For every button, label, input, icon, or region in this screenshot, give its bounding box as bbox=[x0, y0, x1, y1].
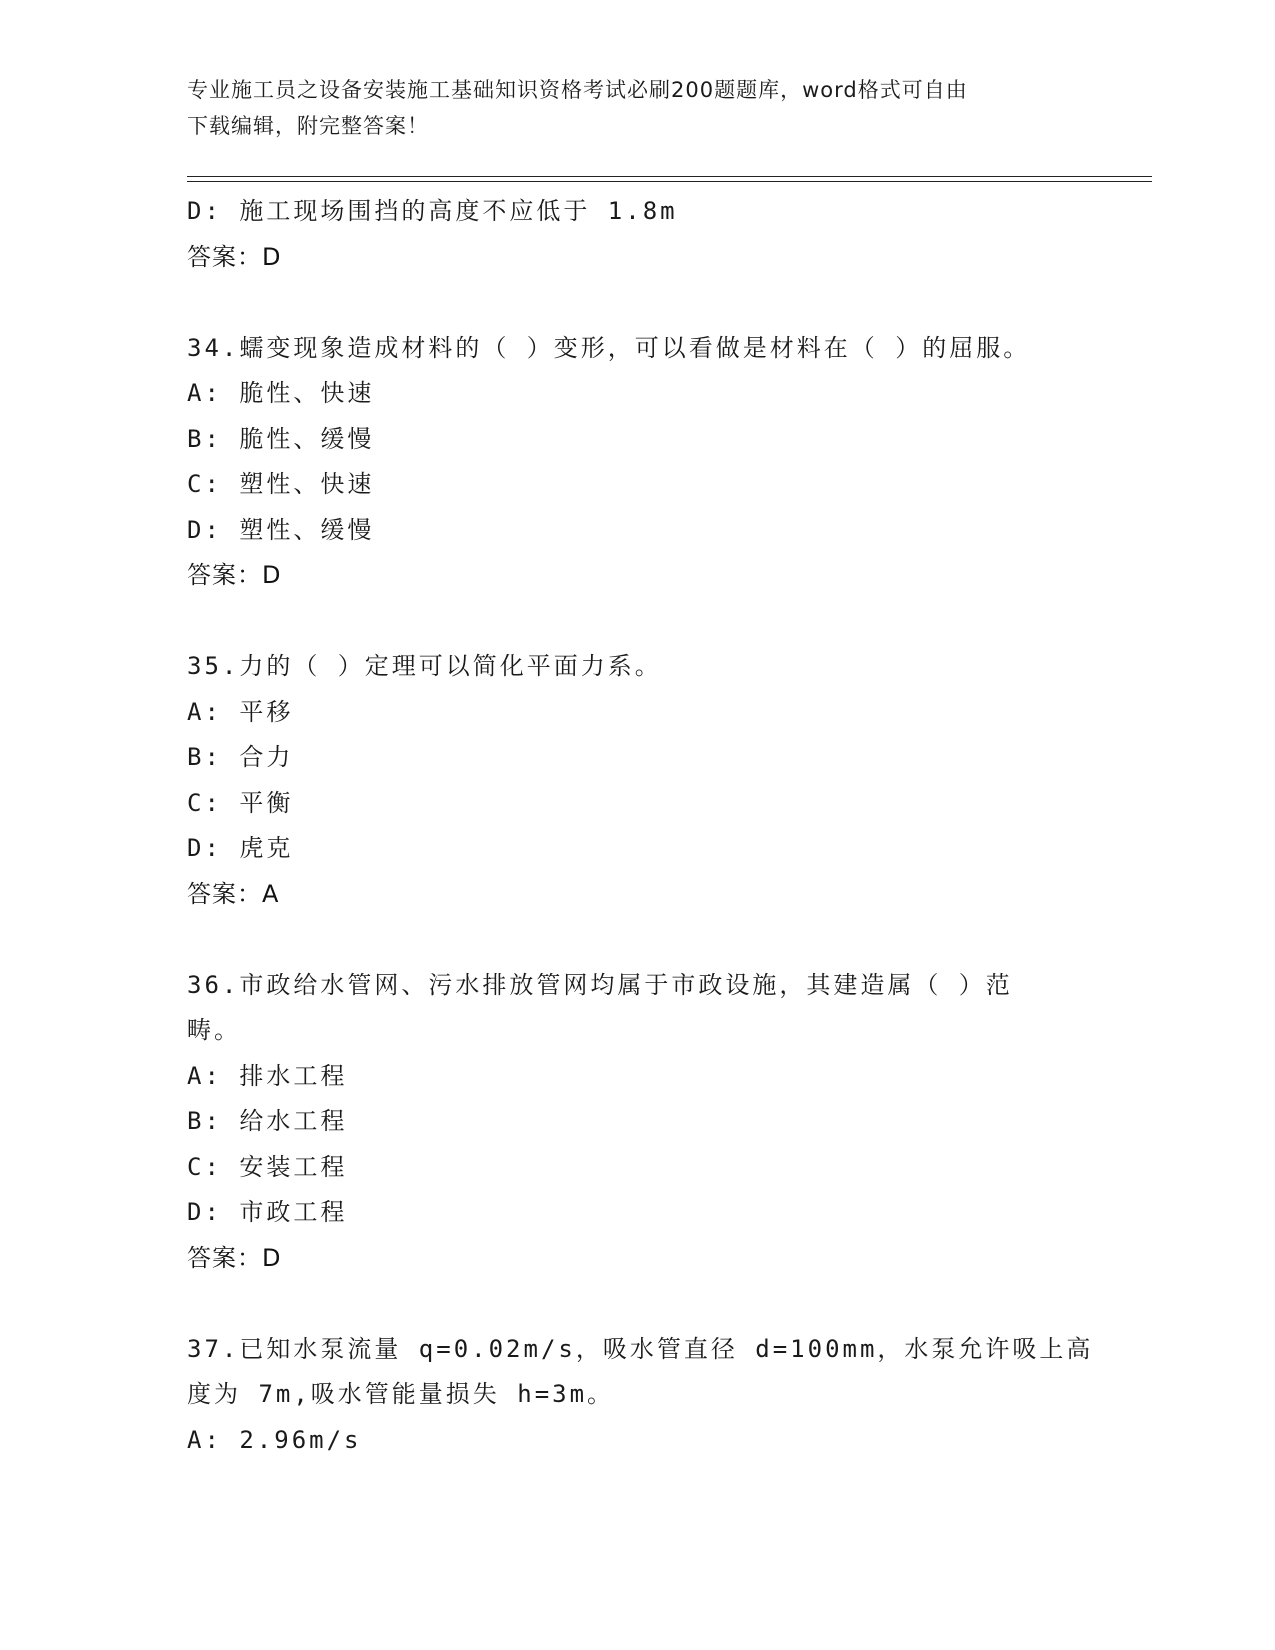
option-d: D: 市政工程 bbox=[187, 1198, 348, 1226]
answer-line: 答案：D bbox=[187, 1243, 282, 1272]
question-stem: 36.市政给水管网、污水排放管网均属于市政设施，其建造属（ ）范 bbox=[187, 970, 1013, 999]
document-header bbox=[187, 72, 1067, 144]
option-c: C: 塑性、快速 bbox=[187, 470, 375, 498]
option-b: B: 给水工程 bbox=[187, 1107, 348, 1135]
option-a: A: 2.96m/s bbox=[187, 1425, 362, 1454]
question-37 bbox=[187, 1327, 1094, 1464]
spacer bbox=[187, 1281, 1077, 1327]
answer-line: 答案：D bbox=[187, 242, 282, 271]
header-title-line-1: 专业施工员之设备安装施工基础知识资格考试必刷200题题库，word格式可自由 bbox=[187, 78, 968, 102]
answer-line: 答案：D bbox=[187, 561, 282, 589]
header-divider-bottom bbox=[187, 181, 1152, 182]
question-list bbox=[187, 189, 1094, 1463]
option-a: A: 脆性、快速 bbox=[187, 379, 375, 407]
option-b: B: 合力 bbox=[187, 743, 294, 771]
option-a: A: 平移 bbox=[187, 697, 294, 726]
question-33-tail bbox=[187, 189, 1077, 280]
option-a: A: 排水工程 bbox=[187, 1061, 348, 1090]
spacer bbox=[187, 917, 1077, 963]
option-d: D: 虎克 bbox=[187, 834, 294, 862]
option-d: D: 塑性、缓慢 bbox=[187, 515, 375, 544]
question-stem: 35.力的（ ）定理可以简化平面力系。 bbox=[187, 652, 662, 680]
question-34 bbox=[187, 326, 1077, 599]
question-stem-continued: 度为 7m,吸水管能量损失 h=3m。 bbox=[187, 1380, 615, 1408]
option-c: C: 安装工程 bbox=[187, 1152, 348, 1181]
question-36 bbox=[187, 963, 1077, 1282]
option-c: C: 平衡 bbox=[187, 788, 294, 817]
option-b: B: 脆性、缓慢 bbox=[187, 424, 375, 453]
spacer bbox=[187, 599, 1077, 645]
spacer bbox=[187, 280, 1077, 326]
option-d: D: 施工现场围挡的高度不应低于 1.8m bbox=[187, 197, 678, 225]
question-stem: 37.已知水泵流量 q=0.02m/s，吸水管直径 d=100mm，水泵允许吸上高 bbox=[187, 1334, 1094, 1363]
header-title-line-2: 下载编辑，附完整答案！ bbox=[187, 114, 429, 138]
answer-line: 答案：A bbox=[187, 879, 280, 908]
question-stem: 34.蠕变现象造成材料的（ ）变形，可以看做是材料在（ ）的屈服。 bbox=[187, 333, 1031, 362]
question-35 bbox=[187, 644, 1077, 917]
question-stem-continued: 畴。 bbox=[187, 1016, 241, 1044]
header-divider-top bbox=[187, 176, 1152, 177]
